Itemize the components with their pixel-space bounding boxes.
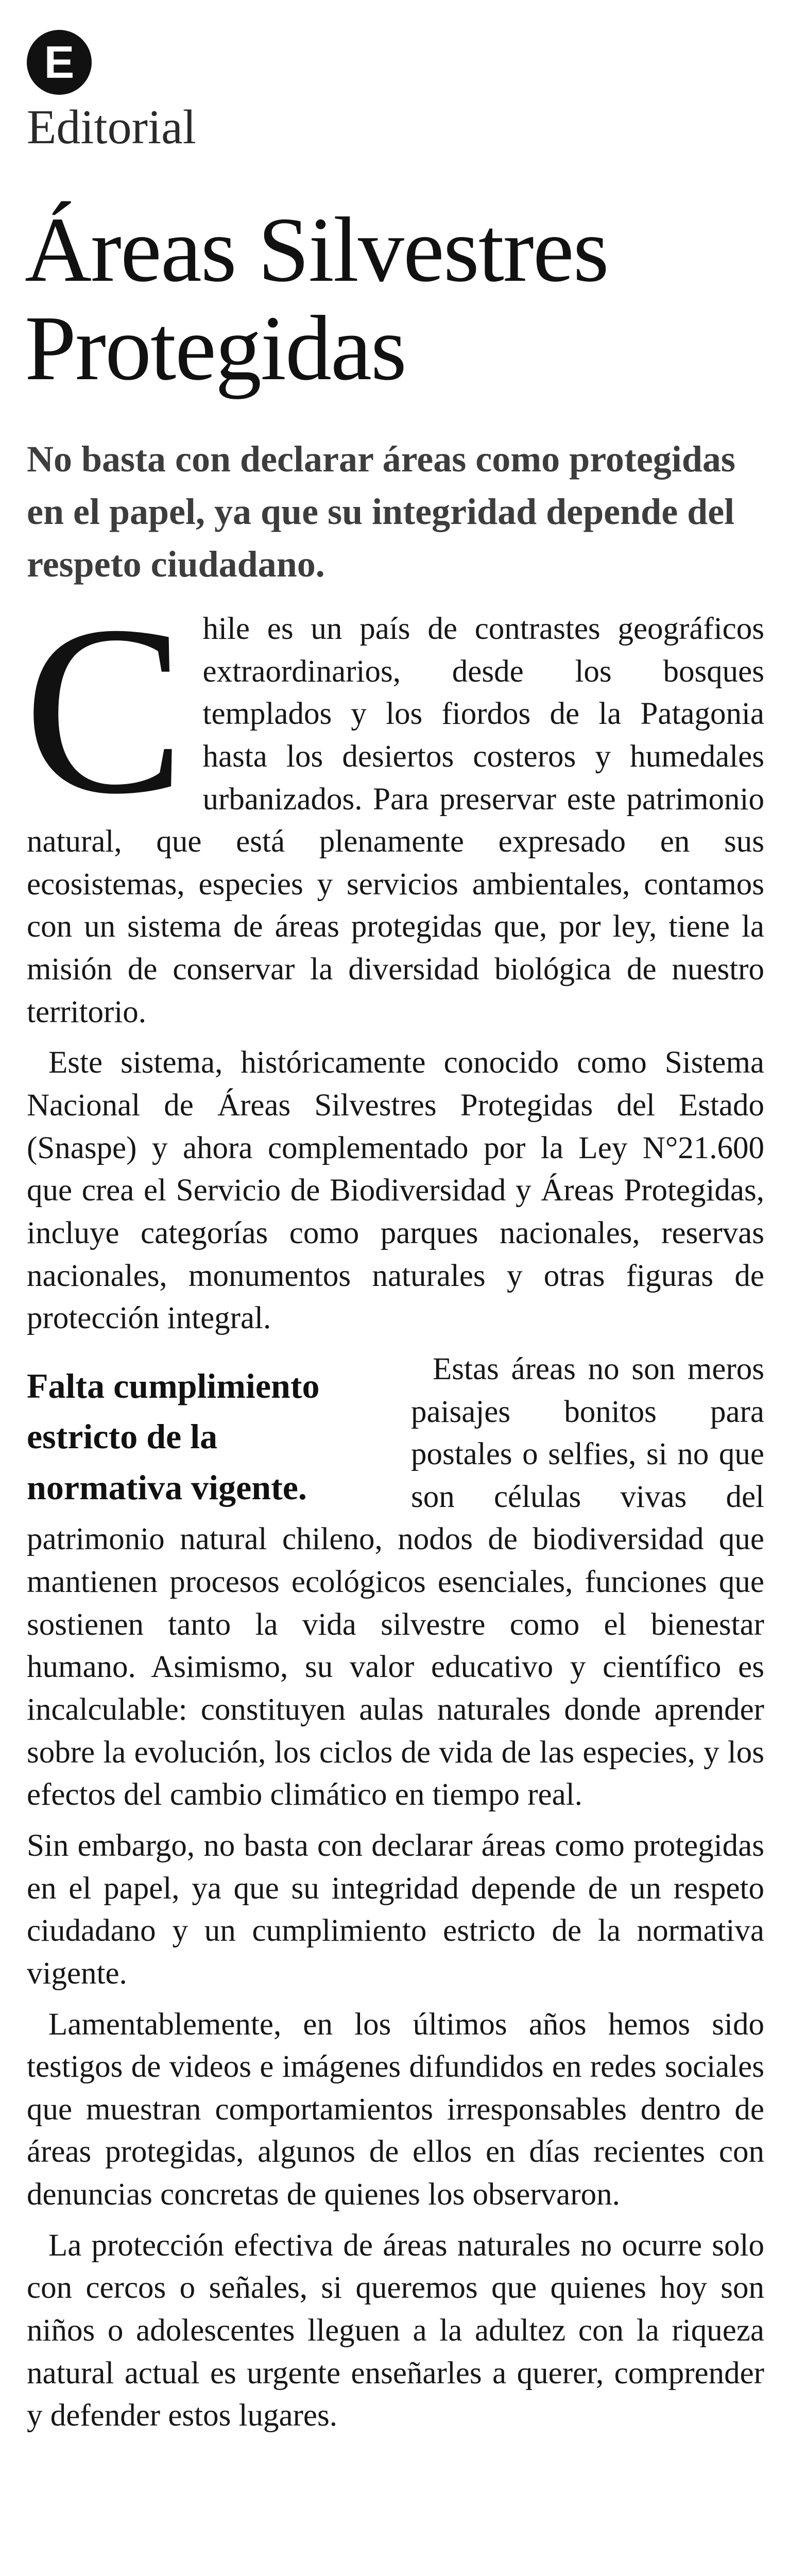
- paragraph-1: [24, 575, 764, 1033]
- paragraph-4: Lamentablemente, en los últimos años hemos sido testigos de videos e imágenes difundidos en redes sociales que muestran comportamientos irresponsables dentro de áreas protegidas, algunos de ellos en días recientes con denuncias concretas de quienes los observaron.: [27, 2007, 764, 2212]
- drop-cap: C: [24, 575, 185, 844]
- paragraph-2: Este sistema, históricamente conocido como Sistema Nacional de Áreas Silvestres Protegidas del Estado (Snaspe) y ahora complementado por la Ley N°21.600 que crea el Servicio de Biodiversidad y Áreas Protegidas, incluye categorías como parques nacionales, reservas nacionales, monumentos naturales y otras figuras de protección integral.: [27, 1045, 764, 1336]
- paragraph-3b: Sin embargo, no basta con declarar áreas como protegidas en el papel, ya que su integridad depende de un respeto ciudadano y un cumplimiento estricto de la normativa vigente.: [27, 1828, 764, 1991]
- pull-quote: [27, 1361, 387, 1513]
- pull-quote-line-2: estricto de la: [27, 1417, 218, 1456]
- deck-subtitle: No basta con declarar áreas como protegidas en el papel, ya que su integridad depende del respeto ciudadano.: [27, 438, 735, 585]
- article-body: [24, 575, 764, 2446]
- pull-quote-line-3: normativa vigente.: [27, 1468, 307, 1507]
- paragraph-5: La protección efectiva de áreas naturales no ocurre solo con cercos o señales, si queremos que quienes hoy son niños o adolescentes lleguen a la adultez con la riqueza natural actual es urgente enseñarles a querer, comprender y defender estos lugares.: [27, 2228, 764, 2433]
- paragraph-1-text: hile es un país de contrastes geográficos extraordinarios, desde los bosques templados y los fiordos de la Patagonia hasta los desiertos costeros y humedales urbanizados. Para preservar este patrimonio natural, que está plenamente expresado en sus ecosistemas, especies y servicios ambientales, contamos con un sistema de áreas protegidas que, por ley, tiene la misión de conservar la diversidad biológica de nuestro territorio.: [27, 612, 764, 1029]
- paragraph-3: Estas áreas no son meros paisajes bonitos para postales o selfies, si no que son células vivas del patrimonio natural chileno, nodos de biodiversidad que mantienen procesos ecológicos esenciales, funciones que sostienen tanto la vida silvestre como el bienestar humano. Asimismo, su valor educativo y científico es incalculable: constituyen aulas naturales donde aprender sobre la evolución, los ciclos de vida de las especies, y los efectos del cambio climático en tiempo real.: [27, 1351, 764, 1812]
- editorial-badge-icon: E: [27, 30, 92, 95]
- headline: Áreas Silvestres Protegidas: [25, 198, 608, 399]
- section-label: Editorial: [27, 100, 196, 154]
- pull-quote-line-1: Falta cumplimiento: [27, 1366, 320, 1405]
